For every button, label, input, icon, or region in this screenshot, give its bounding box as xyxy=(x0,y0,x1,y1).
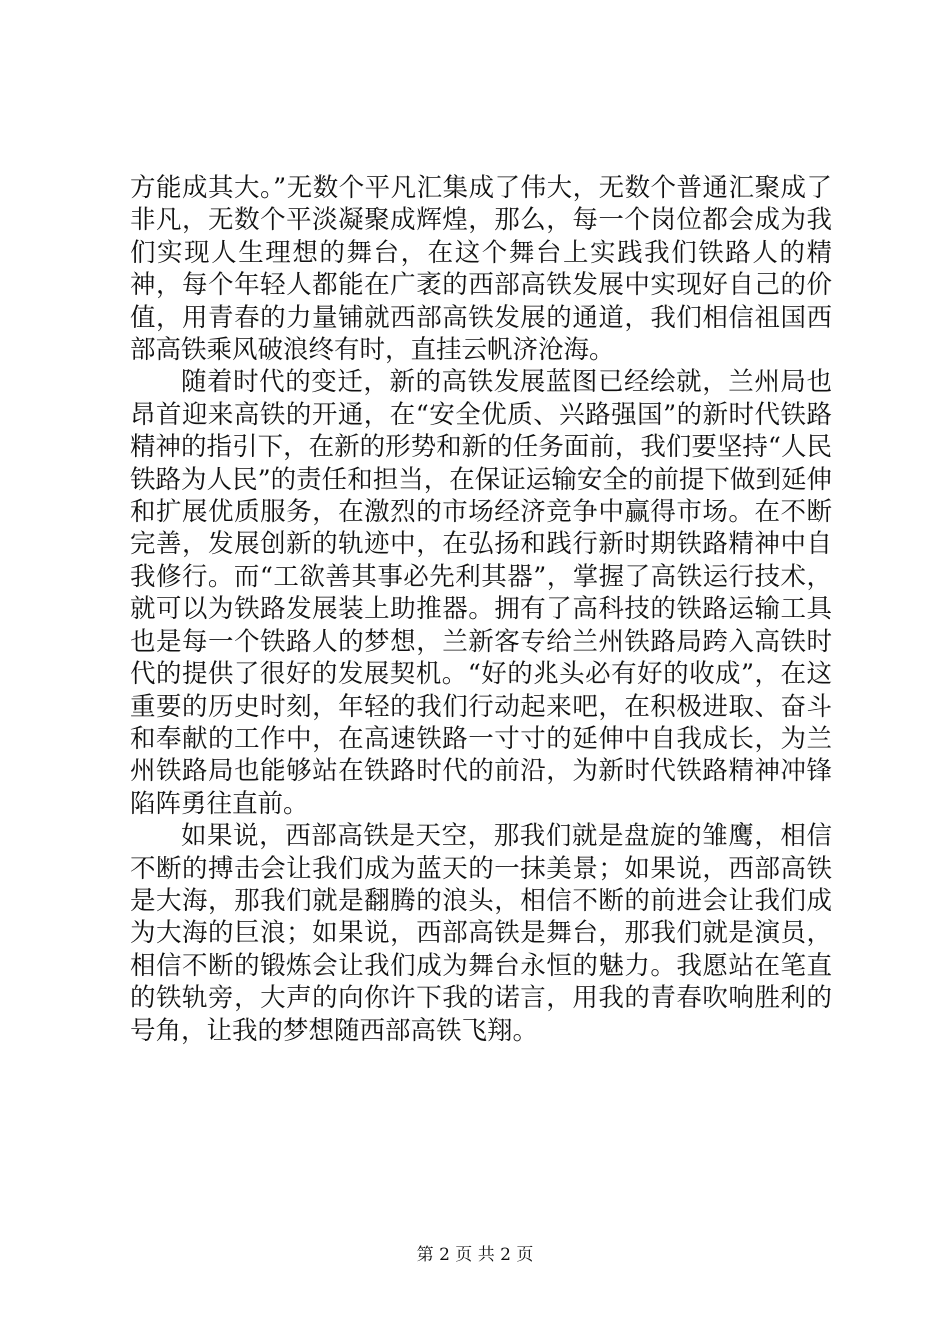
paragraph-continuation: 方能成其大。”无数个平凡汇集成了伟大，无数个普通汇聚成了非凡，无数个平淡凝聚成辉煌，那么，每一个岗位都会成为我们实现人生理想的舞台，在这个舞台上实践我们铁路人的精神，每个年轻人都能在广袤的西部高铁发展中实现好自己的价值，用青春的力量铺就西部高铁发展的通道，我们相信祖国西部高铁乘风破浪终有时，直挂云帆济沧海。 xyxy=(130,173,832,366)
paragraph-high-speed-rail-era: 随着时代的变迁，新的高铁发展蓝图已经绘就，兰州局也昂首迎来高铁的开通，在“安全优质、兴路强国”的新时代铁路精神的指引下，在新的形势和新的任务面前，我们要坚持“人民铁路为人民”的责任和担当，在保证运输安全的前提下做到延伸和扩展优质服务，在激烈的市场经济竞争中赢得市场。在不断完善，发展创新的轨迹中，在弘扬和践行新时期铁路精神中自我修行。而“工欲善其事必先利其器”，掌握了高铁运行技术，就可以为铁路发展装上助推器。拥有了高科技的铁路运输工具也是每一个铁路人的梦想，兰新客专给兰州铁路局跨入高铁时代的提供了很好的发展契机。“好的兆头必有好的收成”，在这重要的历史时刻，年轻的我们行动起来吧，在积极进取、奋斗和奉献的工作中，在高速铁路一寸寸的延伸中自我成长，为兰州铁路局也能够站在铁路时代的前沿，为新时代铁路精神冲锋陷阵勇往直前。 xyxy=(130,367,832,819)
page-number-footer: 第 2 页 共 2 页 xyxy=(416,1245,534,1265)
paragraph-closing-pledge: 如果说，西部高铁是天空，那我们就是盘旋的雏鹰，相信不断的搏击会让我们成为蓝天的一抹美景；如果说，西部高铁是大海，那我们就是翻腾的浪头，相信不断的前进会让我们成为大海的巨浪；如果说，西部高铁是舞台，那我们就是演员，相信不断的锻炼会让我们成为舞台永恒的魅力。我愿站在笔直的铁轨旁，大声的向你许下我的诺言，用我的青春吹响胜利的号角，让我的梦想随西部高铁飞翔。 xyxy=(130,821,832,1046)
document-body xyxy=(130,172,832,1047)
